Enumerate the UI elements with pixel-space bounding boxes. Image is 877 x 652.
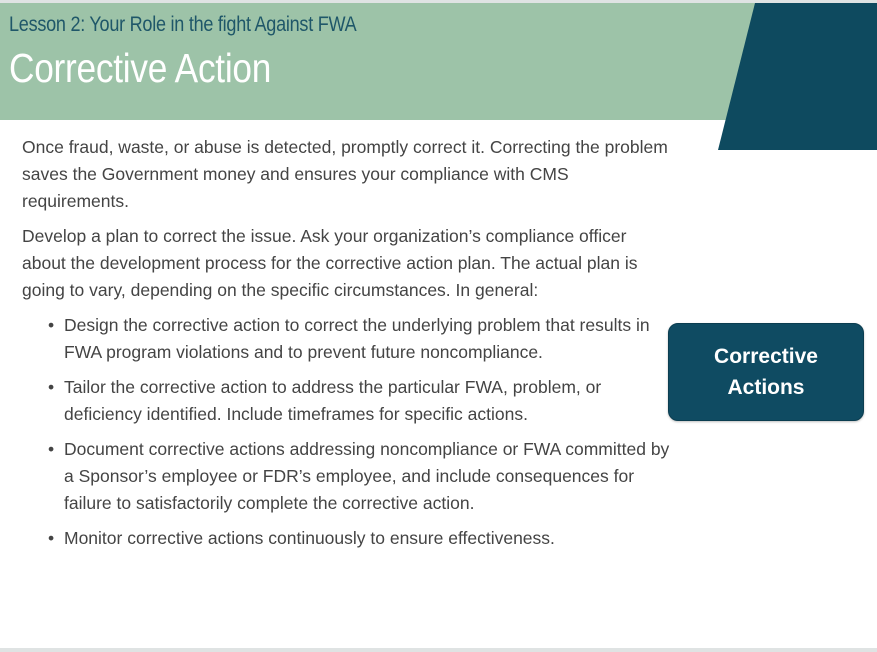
list-item-text: Document corrective actions addressing noncompliance or FWA committed by a Sponsor’s employee or FDR’s employee, and include consequences for failure to satisfactorily complete the corrective action.: [64, 439, 670, 513]
list-item: [22, 525, 672, 552]
intro-paragraph: Once fraud, waste, or abuse is detected, promptly correct it. Correcting the problem saves the Government money and ensures your compliance with CMS requirements.: [22, 137, 668, 211]
list-item: [22, 374, 672, 428]
page-title: Corrective Action: [9, 45, 272, 91]
guidance-list: [22, 312, 672, 552]
corrective-actions-button[interactable]: [668, 323, 864, 421]
plan-paragraph: Develop a plan to correct the issue. Ask your organization’s compliance officer about the development process for the corrective action plan. The actual plan is going to vary, depending on the specific circumstances. In general:: [22, 226, 638, 300]
list-item: [22, 436, 672, 517]
bullet-icon: •: [48, 315, 55, 335]
corrective-actions-label: [714, 341, 818, 403]
bullet-icon: •: [48, 528, 55, 548]
bullet-icon: •: [48, 377, 55, 397]
list-item-text: Monitor corrective actions continuously to ensure effectiveness.: [64, 528, 555, 548]
lesson-content: [22, 134, 672, 560]
lesson-title: Lesson 2: Your Role in the fight Against FWA: [9, 13, 357, 36]
bullet-icon: •: [48, 439, 55, 459]
lesson-header: [0, 3, 877, 120]
button-label-line2: Actions: [727, 376, 805, 399]
bottom-divider: [0, 648, 877, 652]
list-item-text: Tailor the corrective action to address the particular FWA, problem, or deficiency identified. Include timeframes for specific actions.: [64, 377, 602, 424]
list-item: [22, 312, 672, 366]
list-item-text: Design the corrective action to correct the underlying problem that results in FWA program violations and to prevent future noncompliance.: [64, 315, 650, 362]
button-label-line1: Corrective: [714, 345, 818, 368]
